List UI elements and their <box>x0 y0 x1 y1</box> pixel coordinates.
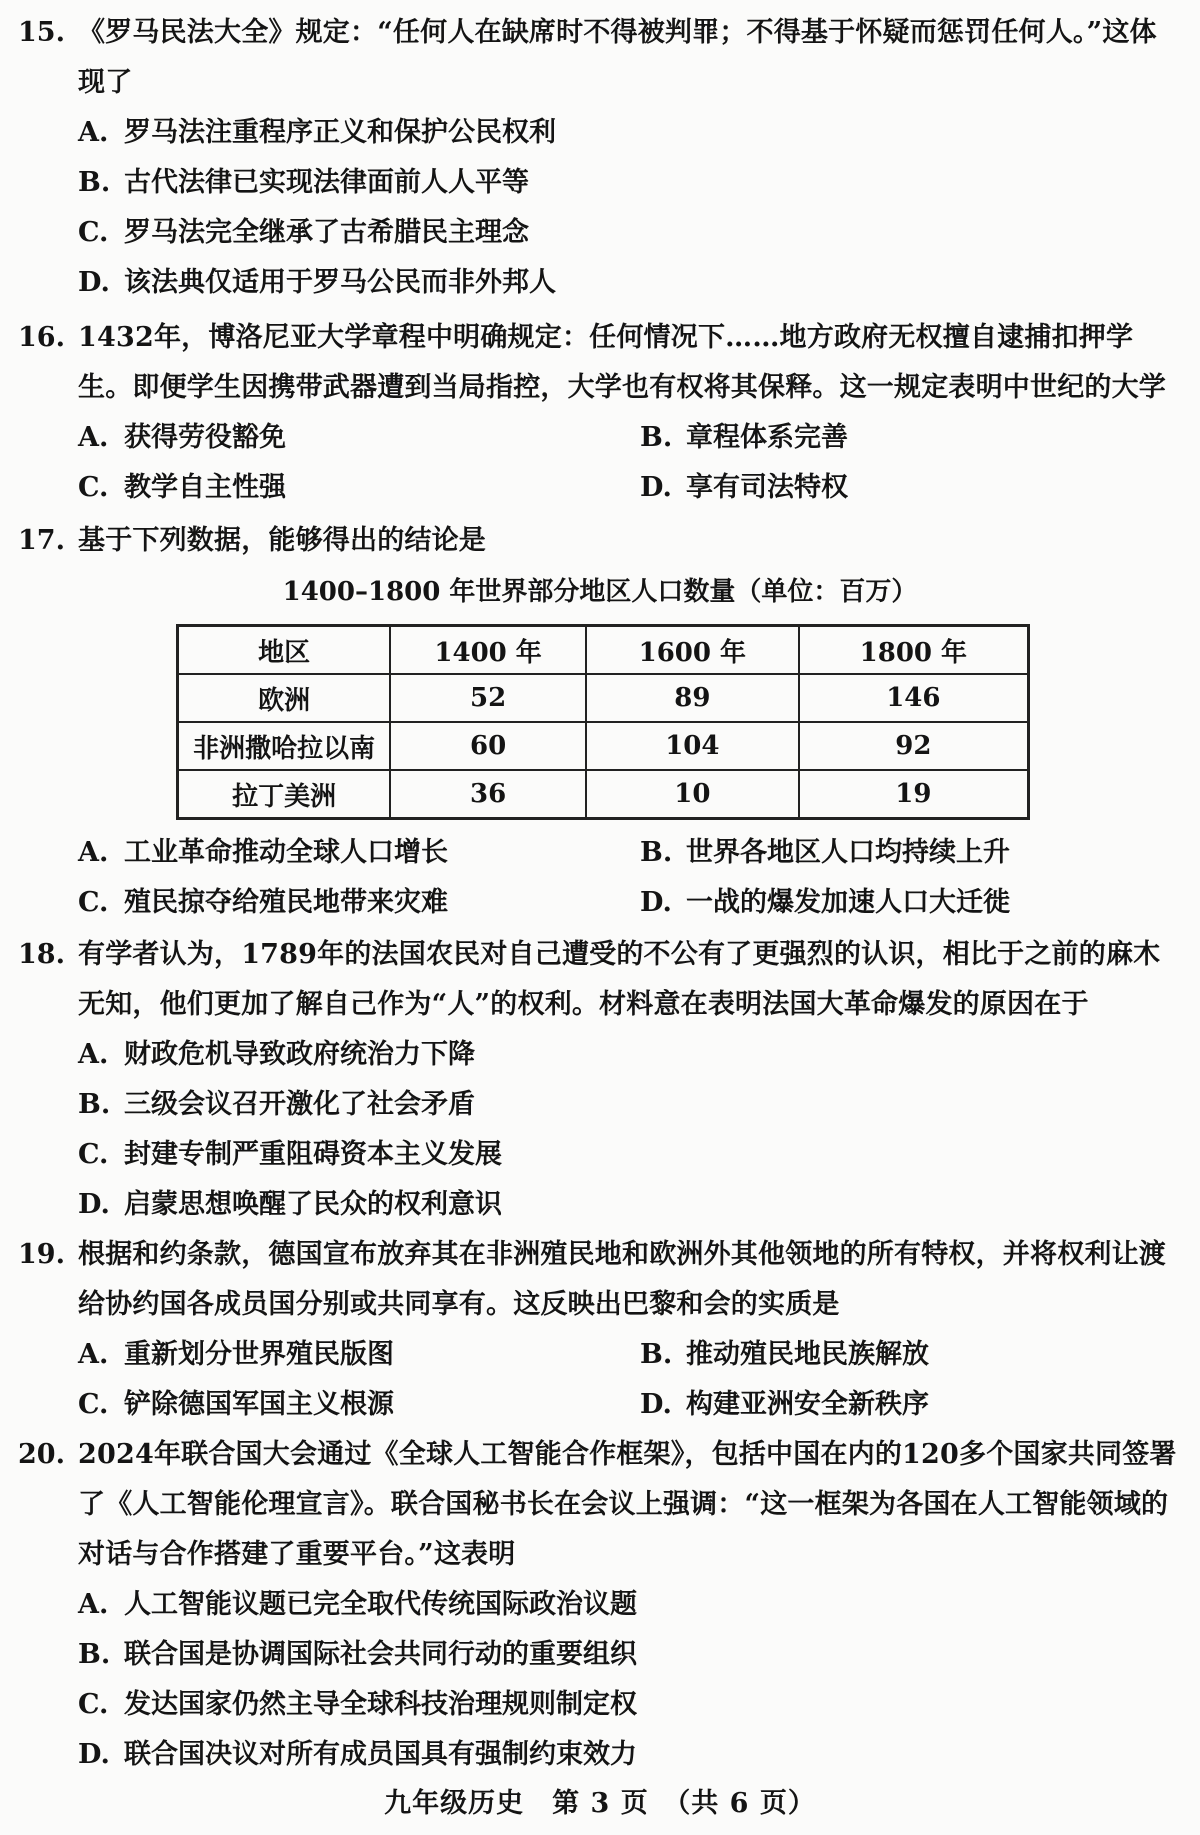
option-letter: A. <box>78 1589 109 1620</box>
option-text: 罗马法注重程序正义和保护公民权利 <box>124 117 556 148</box>
option-c <box>78 1680 637 1730</box>
option-text: 人工智能议题已完全取代传统国际政治议题 <box>124 1589 637 1620</box>
header-cell: 地区 <box>178 626 391 675</box>
option-text: 铲除德国军国主义根源 <box>124 1389 394 1420</box>
table-caption: 1400–1800 年世界部分地区人口数量（单位：百万） <box>282 577 918 607</box>
option-letter: A. <box>78 837 109 868</box>
option-text: 获得劳役豁免 <box>124 422 286 453</box>
table-cell: 拉丁美洲 <box>178 770 391 819</box>
table-cell: 36 <box>390 770 586 819</box>
table-row <box>178 674 1029 722</box>
option-a <box>78 1580 637 1630</box>
header-cell: 1800 年 <box>799 626 1029 675</box>
option-text: 工业革命推动全球人口增长 <box>124 837 448 868</box>
question-stem: 《罗马民法大全》规定：“任何人在缺席时不得被判罪；不得基于怀疑而惩罚任何人。”这体现了 <box>78 17 1157 98</box>
option-d <box>640 463 848 513</box>
option-letter: D. <box>640 472 672 503</box>
page-footer: 九年级历史 第 3 页 （共 6 页） <box>384 1788 816 1819</box>
option-text: 一战的爆发加速人口大迁徙 <box>686 887 1010 918</box>
option-letter: B. <box>78 1089 111 1120</box>
option-text: 教学自主性强 <box>124 472 286 503</box>
option-letter: B. <box>78 167 111 198</box>
option-c <box>78 1380 394 1430</box>
table-header-row <box>178 626 1029 675</box>
question-number: 16. <box>18 322 65 353</box>
table-cell: 60 <box>390 722 586 770</box>
option-letter: A. <box>78 422 109 453</box>
option-text: 启蒙思想唤醒了民众的权利意识 <box>124 1189 502 1220</box>
table-cell: 10 <box>586 770 799 819</box>
option-a <box>78 108 556 158</box>
option-b <box>78 1080 475 1130</box>
question-stem: 根据和约条款，德国宣布放弃其在非洲殖民地和欧洲外其他领地的所有特权，并将权利让渡给协约国各成员国分别或共同享有。这反映出巴黎和会的实质是 <box>78 1239 1166 1320</box>
question-stem: 2024年联合国大会通过《全球人工智能合作框架》，包括中国在内的120多个国家共同签署了《人工智能伦理宣言》。联合国秘书长在会议上强调：“这一框架为各国在人工智能领域的对话与合作搭建了重要平台。”这表明 <box>78 1439 1177 1570</box>
option-d <box>78 1180 502 1230</box>
option-text: 发达国家仍然主导全球科技治理规则制定权 <box>124 1689 637 1720</box>
question-stem: 1432年，博洛尼亚大学章程中明确规定：任何情况下……地方政府无权擅自逮捕扣押学生。即便学生因携带武器遭到当局指控，大学也有权将其保释。这一规定表明中世纪的大学 <box>78 322 1166 403</box>
option-letter: D. <box>640 1389 672 1420</box>
option-b <box>640 1330 929 1380</box>
option-d <box>640 1380 929 1430</box>
table-cell: 19 <box>799 770 1029 819</box>
option-text: 罗马法完全继承了古希腊民主理念 <box>124 217 529 248</box>
option-text: 章程体系完善 <box>686 422 848 453</box>
option-text: 推动殖民地民族解放 <box>686 1339 929 1370</box>
option-text: 重新划分世界殖民版图 <box>124 1339 394 1370</box>
option-c <box>78 463 286 513</box>
option-letter: C. <box>78 1139 109 1170</box>
table-row <box>178 770 1029 819</box>
option-letter: D. <box>78 1189 110 1220</box>
question-stem: 有学者认为，1789年的法国农民对自己遭受的不公有了更强烈的认识，相比于之前的麻木无知，他们更加了解自己作为“人”的权利。材料意在表明法国大革命爆发的原因在于 <box>78 939 1161 1020</box>
option-d <box>640 878 1010 928</box>
option-letter: C. <box>78 887 109 918</box>
population-table <box>176 624 1030 820</box>
option-letter: D. <box>640 887 672 918</box>
option-letter: B. <box>640 837 673 868</box>
option-letter: A. <box>78 1339 109 1370</box>
option-a <box>78 828 448 878</box>
option-b <box>78 158 529 208</box>
option-letter: B. <box>78 1639 111 1670</box>
question-stem: 基于下列数据，能够得出的结论是 <box>78 525 486 556</box>
header-cell: 1600 年 <box>586 626 799 675</box>
option-letter: B. <box>640 422 673 453</box>
option-letter: A. <box>78 117 109 148</box>
table-cell: 欧洲 <box>178 674 391 722</box>
header-cell: 1400 年 <box>390 626 586 675</box>
option-c <box>78 1130 502 1180</box>
question-number: 15. <box>18 17 65 48</box>
table-cell: 89 <box>586 674 799 722</box>
table-cell: 52 <box>390 674 586 722</box>
option-text: 享有司法特权 <box>686 472 848 503</box>
option-text: 联合国是协调国际社会共同行动的重要组织 <box>124 1639 637 1670</box>
question-number: 17. <box>18 525 65 556</box>
table-cell: 146 <box>799 674 1029 722</box>
question-number: 19. <box>18 1239 65 1270</box>
option-text: 构建亚洲安全新秩序 <box>686 1389 929 1420</box>
option-text: 殖民掠夺给殖民地带来灾难 <box>124 887 448 918</box>
option-d <box>78 1730 637 1780</box>
option-letter: C. <box>78 1389 109 1420</box>
option-letter: C. <box>78 472 109 503</box>
table-cell: 92 <box>799 722 1029 770</box>
option-c <box>78 878 448 928</box>
option-letter: D. <box>78 267 110 298</box>
table-cell: 104 <box>586 722 799 770</box>
option-a <box>78 413 286 463</box>
option-text: 财政危机导致政府统治力下降 <box>124 1039 475 1070</box>
option-letter: B. <box>640 1339 673 1370</box>
option-c <box>78 208 529 258</box>
option-text: 该法典仅适用于罗马公民而非外邦人 <box>124 267 556 298</box>
option-letter: C. <box>78 1689 109 1720</box>
option-text: 联合国决议对所有成员国具有强制约束效力 <box>124 1739 637 1770</box>
option-text: 封建专制严重阻碍资本主义发展 <box>124 1139 502 1170</box>
option-b <box>640 828 1010 878</box>
table-row <box>178 722 1029 770</box>
option-letter: A. <box>78 1039 109 1070</box>
option-letter: D. <box>78 1739 110 1770</box>
option-a <box>78 1330 394 1380</box>
option-b <box>78 1630 637 1680</box>
option-text: 三级会议召开激化了社会矛盾 <box>124 1089 475 1120</box>
question-number: 20. <box>18 1439 65 1470</box>
option-text: 世界各地区人口均持续上升 <box>686 837 1010 868</box>
option-letter: C. <box>78 217 109 248</box>
option-a <box>78 1030 475 1080</box>
option-b <box>640 413 848 463</box>
table-cell: 非洲撒哈拉以南 <box>178 722 391 770</box>
option-text: 古代法律已实现法律面前人人平等 <box>124 167 529 198</box>
question-number: 18. <box>18 939 65 970</box>
option-d <box>78 258 556 308</box>
